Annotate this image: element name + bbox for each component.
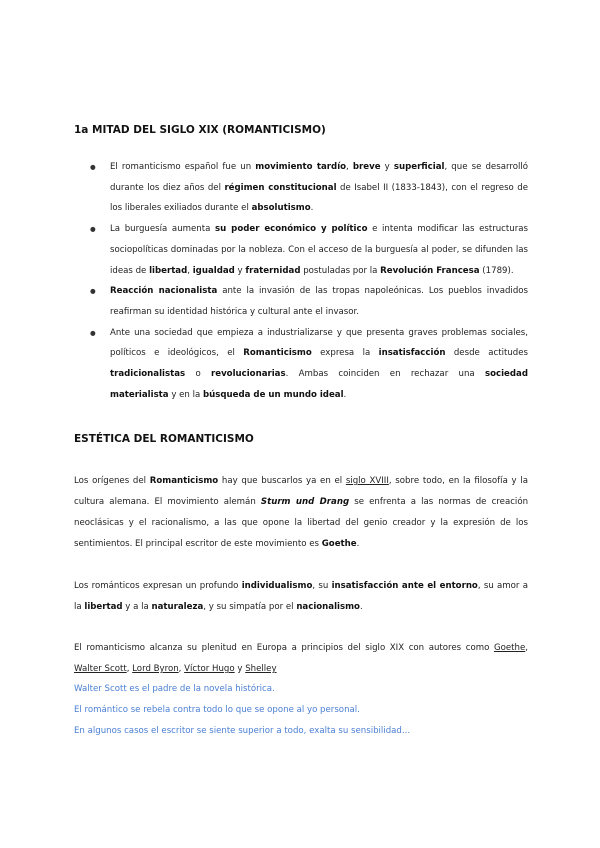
bullet-item: ● Ante una sociedad que empieza a industrializarse y que presenta graves problemas sociales, políticos e ideológicos, el Romanticismo expresa la insatisfacción desde actitudes tradicionalistas o revolucionarias. Ambas coinciden en rechazar una sociedad materialista y en la búsqueda de un mundo ideal.: [90, 323, 528, 406]
note-escritor-superior: En algunos casos el escritor se siente superior a todo, exalta su sensibilidad...: [74, 726, 411, 736]
heading-romanticismo: 1a MITAD DEL SIGLO XIX (ROMANTICISMO): [74, 124, 326, 136]
note-romantico-rebela: El romántico se rebela contra todo lo que se opone al yo personal.: [74, 705, 360, 715]
paragraph-origenes: Los orígenes del Romanticismo hay que buscarlos ya en el siglo XVIII, sobre todo, en la filosofía y la cultura alemana. El movimiento alemán Sturm und Drang se enfrenta a las normas de creación neoclásicas y el racionalismo, a las que opone la libertad del genio creador y la expresión de los sentimientos. El principal escritor de este movimiento es Goethe.: [74, 476, 529, 549]
paragraph-plenitud: El romanticismo alcanza su plenitud en Europa a principios del siglo XIX con autores como Goethe, Walter Scott, Lord Byron, Víctor Hugo y Shelley: [74, 643, 528, 674]
bullet-item: ● El romanticismo español fue un movimiento tardío, breve y superficial, que se desarrolló durante los diez años del régimen constitucional de Isabel II (1833-1843), con el regreso de los liberales exiliados durante el absolutismo.: [90, 157, 528, 219]
paragraph-romanticos: Los románticos expresan un profundo individualismo, su insatisfacción ante el entorno, su amor a la libertad y a la naturaleza, y su simpatía por el nacionalismo.: [74, 581, 529, 612]
heading-estetica: ESTÉTICA DEL ROMANTICISMO: [74, 433, 254, 445]
bullet-item: ● Reacción nacionalista ante la invasión de las tropas napoleónicas. Los pueblos invadidos reafirman su identidad histórica y cultural ante el invasor.: [90, 281, 528, 322]
bullet-list: [90, 157, 528, 405]
note-walter-scott: Walter Scott es el padre de la novela histórica.: [74, 684, 275, 694]
bullet-item: ● La burguesía aumenta su poder económico y político e intenta modificar las estructuras sociopolíticas dominadas por la nobleza. Con el acceso de la burguesía al poder, se difunden las ideas de libertad, igualdad y fraternidad postuladas por la Revolución Francesa (1789).: [90, 219, 528, 281]
